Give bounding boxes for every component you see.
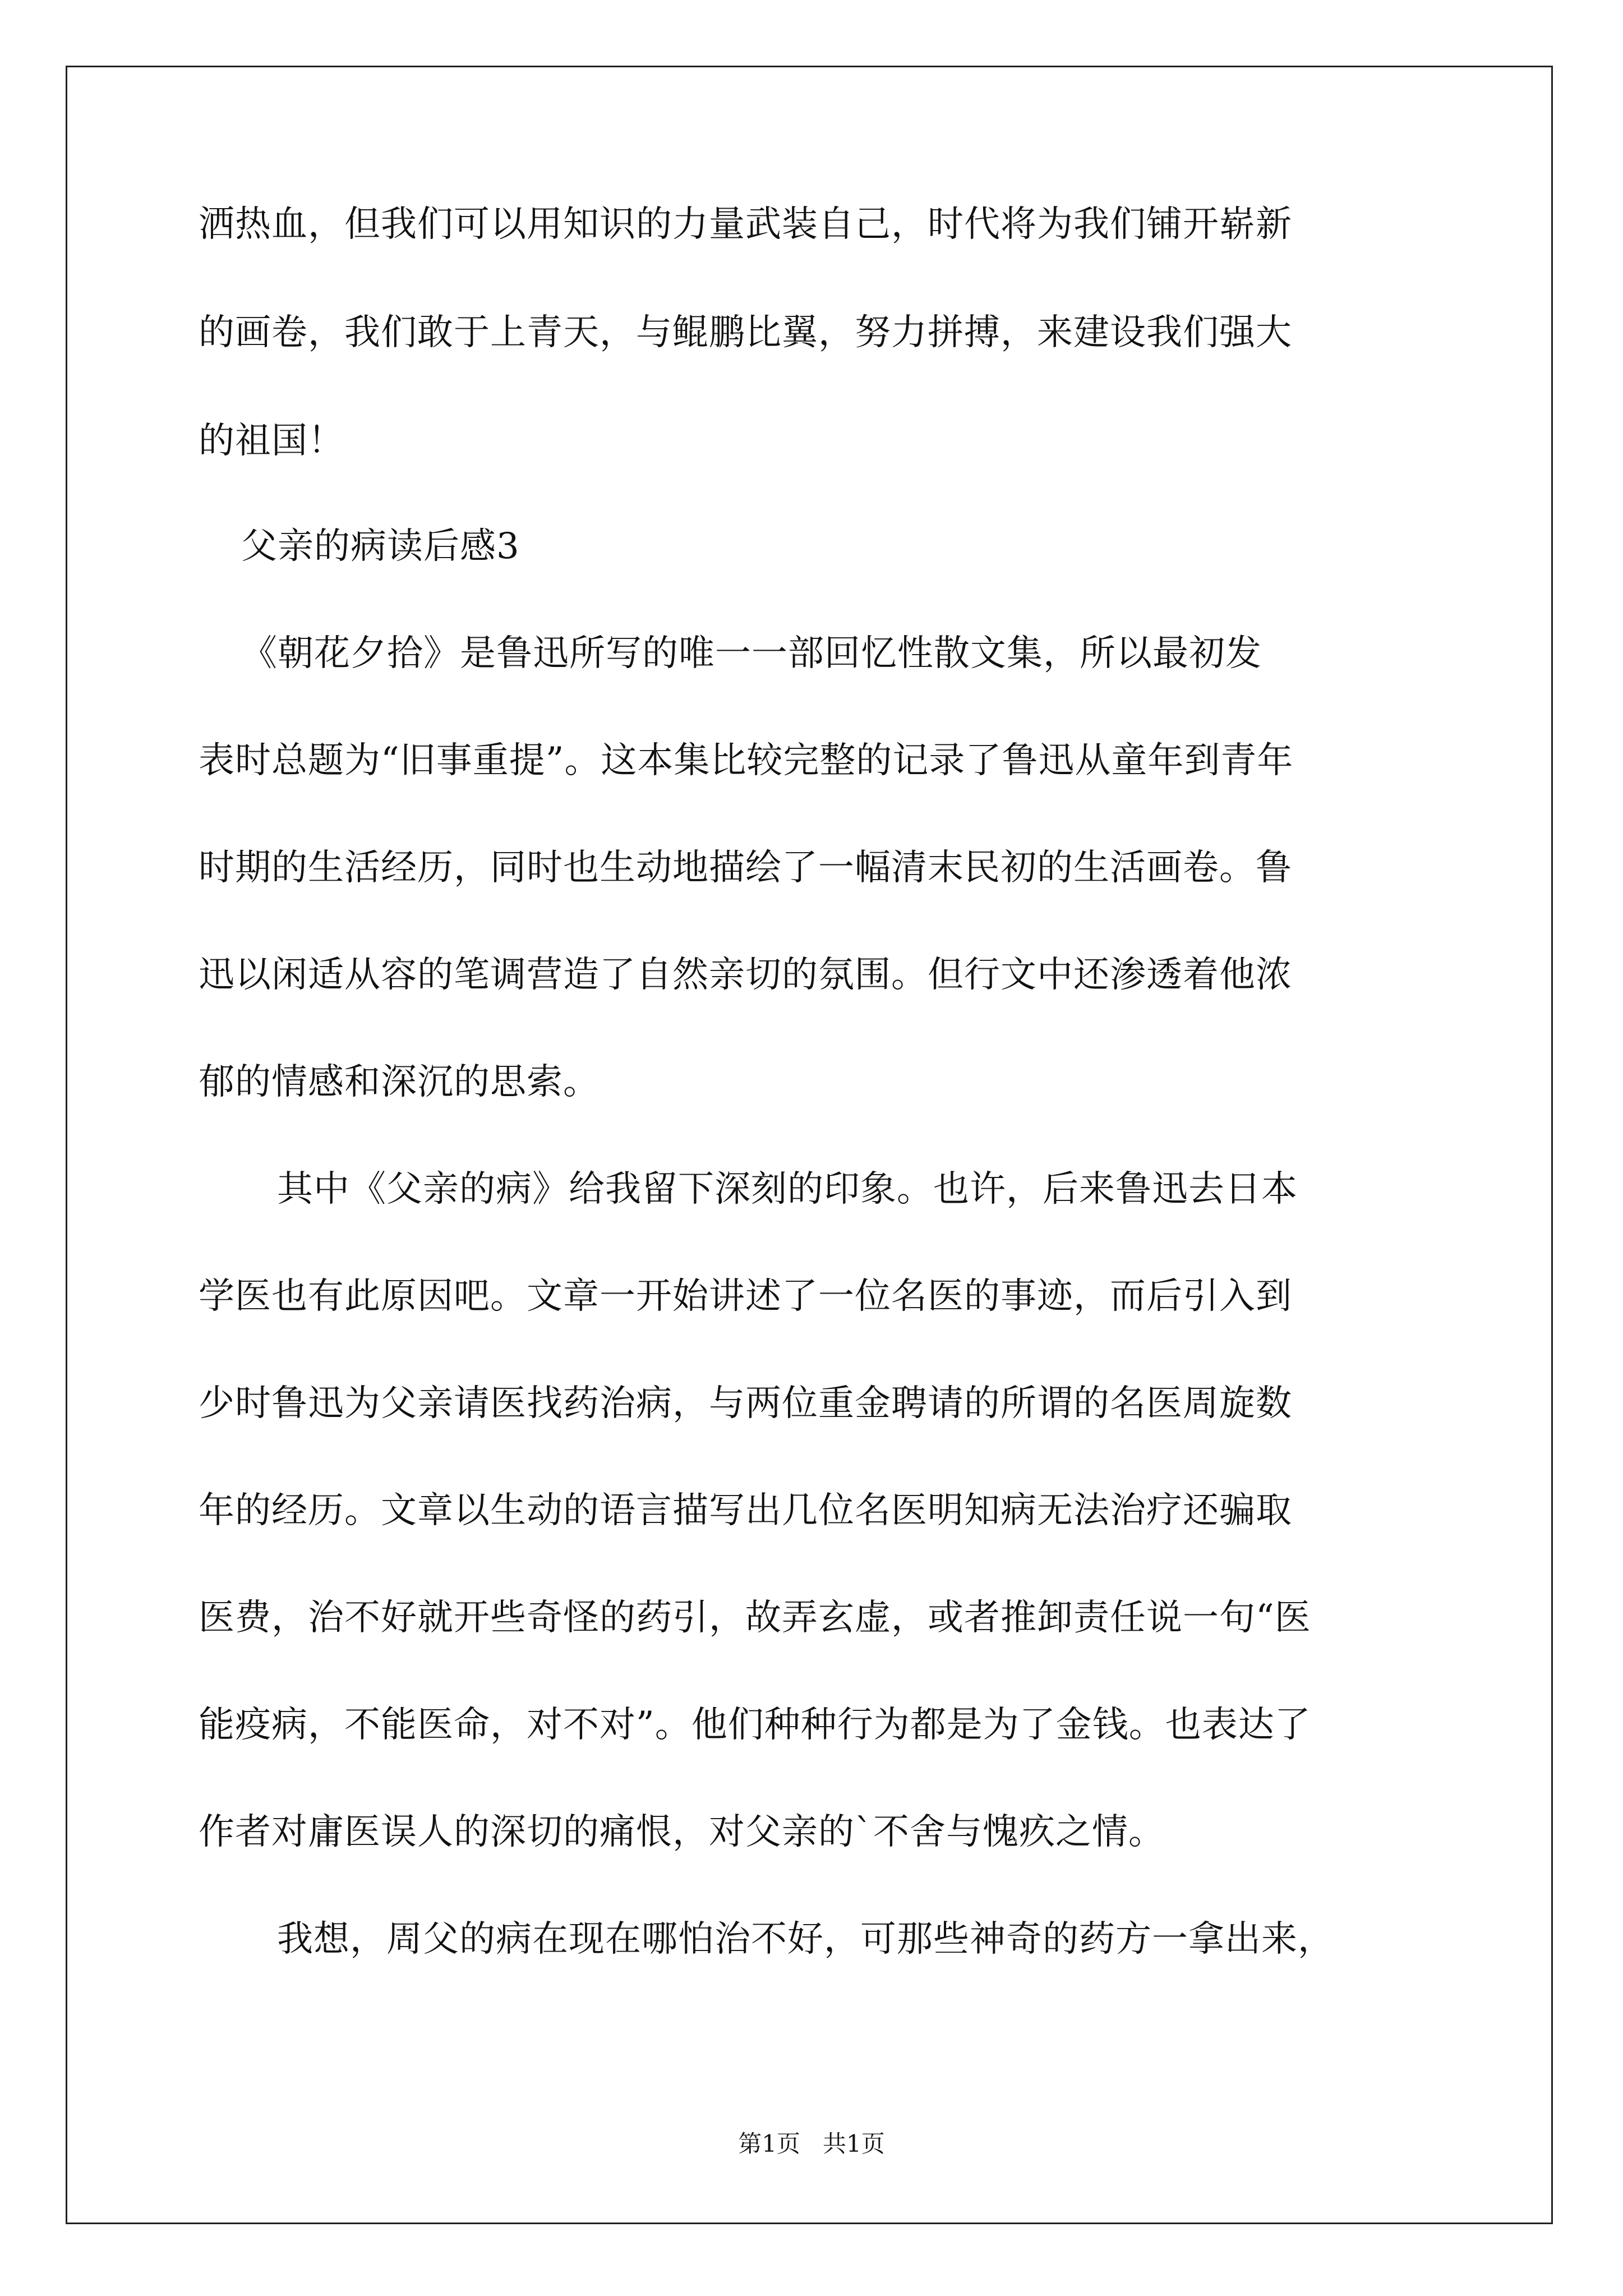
body-line-6: 表时总题为“旧事重提”。这本集比较完整的记录了鲁迅从童年到青年 [199, 740, 1294, 781]
body-line-14: 医费，治不好就开些奇怪的药引，故弄玄虚，或者推卸责任说一句“医 [199, 1597, 1311, 1639]
body-line-8: 迅以闲适从容的笔调营造了自然亲切的氛围。但行文中还渗透着他浓 [199, 954, 1292, 996]
body-line-2: 的画卷，我们敢于上青天，与鲲鹏比翼，努力拼搏，来建设我们强大 [199, 312, 1292, 353]
body-line-5: 《朝花夕拾》是鲁迅所写的唯一一部回忆性散文集，所以最初发 [241, 633, 1262, 674]
body-line-15: 能疫病，不能医命，对不对”。他们种种行为都是为了金钱。也表达了 [199, 1704, 1311, 1746]
body-line-13: 年的经历。文章以生动的语言描写出几位名医明知病无法治疗还骗取 [199, 1490, 1292, 1531]
body-line-11: 学医也有此原因吧。文章一开始讲述了一位名医的事迹，而后引入到 [199, 1276, 1292, 1317]
body-line-10: 其中《父亲的病》给我留下深刻的印象。也许，后来鲁迅去日本 [277, 1168, 1298, 1210]
body-line-1: 洒热血，但我们可以用知识的力量武装自己，时代将为我们铺开崭新 [199, 204, 1292, 245]
body-line-17: 我想，周父的病在现在哪怕治不好，可那些神奇的药方一拿出来， [277, 1918, 1334, 1960]
section-heading: 父亲的病读后感3 [241, 526, 520, 567]
body-line-3: 的祖国！ [199, 420, 344, 462]
page-frame [66, 66, 1553, 2224]
body-line-16: 作者对庸医误人的深切的痛恨，对父亲的`不舍与愧疚之情。 [199, 1811, 1165, 1853]
body-line-9: 郁的情感和深沉的思索。 [199, 1061, 600, 1103]
body-line-7: 时期的生活经历，同时也生动地描绘了一幅清末民初的生活画卷。鲁 [199, 847, 1292, 889]
body-line-12: 少时鲁迅为父亲请医找药治病，与两位重金聘请的所谓的名医周旋数 [199, 1383, 1292, 1424]
page-footer: 第1页 共1页 [738, 2130, 885, 2157]
